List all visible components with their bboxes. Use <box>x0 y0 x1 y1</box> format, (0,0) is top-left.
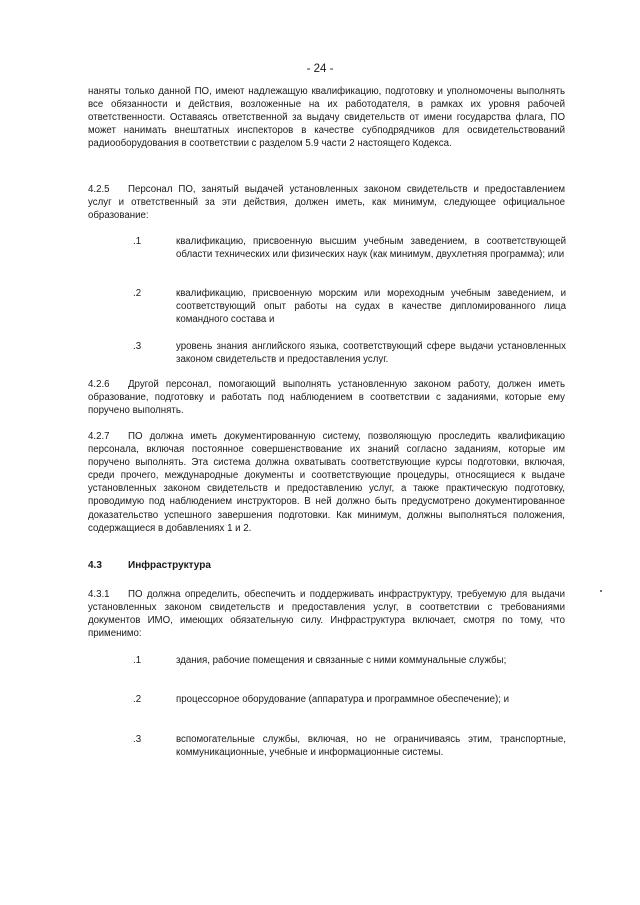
section-number: 4.2.5 <box>88 184 110 195</box>
section-text: Другой персонал, помогающий выполнять установленную законом работу, должен иметь образование, подготовку и работать под наблюдением в соответствии с заданиями, которые ему поручено выполнять. <box>88 379 565 417</box>
list-item-label: .1 <box>133 236 142 247</box>
page-number: - 24 - <box>306 63 334 75</box>
section-4-2-5 <box>88 183 565 222</box>
list-item-label: .3 <box>133 734 142 745</box>
heading-title: Инфраструктура <box>128 560 211 571</box>
section-4-3-1 <box>88 588 565 640</box>
list-item-text: здания, рабочие помещения и связанные с ними коммунальные службы; <box>176 655 507 666</box>
list-item-label: .2 <box>133 288 142 299</box>
section-number: 4.2.6 <box>88 379 110 390</box>
intro-text: наняты только данной ПО, имеют надлежащую квалификацию, подготовку и уполномочены выполнять все обязанности и действия, возложенные на их работодателя, в рамках их уровня рабочей ответственности. Оставаясь ответственной за выдачу свидетельств от имени государства флага, ПО может нанимать внештатных инспекторов в качестве субподрядчиков для освидетельствований радиооборудования в соответствии с разделом 5.9 части 2 настоящего Кодекса. <box>88 86 565 150</box>
scan-speck <box>600 590 602 592</box>
section-number: 4.2.7 <box>88 431 110 442</box>
section-4-2-6 <box>88 378 565 417</box>
list-item-text: квалификацию, присвоенную высшим учебным заведением, в соответствующей области технических или физических наук (как минимум, двухлетняя программа); или <box>176 236 566 261</box>
section-text: ПО должна определить, обеспечить и поддерживать инфраструктуру, требуемую для выдачи установленных законом свидетельств и предоставления услуг, в соответствии с требованиями документов ИМО, имеющих обязательную силу. Инфраструктура включает, смотря по тому, что применимо: <box>88 589 565 640</box>
list-item-text: уровень знания английского языка, соответствующий сфере выдачи установленных законом свидетельств и предоставления услуг. <box>176 341 566 366</box>
intro-paragraph <box>88 85 565 150</box>
list-item-text: квалификацию, присвоенную морским или мореходным учебным заведением, и соответствующий опыт работы на судах в качестве дипломированного лица командного состава и <box>176 288 566 326</box>
section-4-2-7 <box>88 430 565 535</box>
list-item-text: вспомогательные службы, включая, но не ограничиваясь этим, транспортные, коммуникационные, учебные и информационные системы. <box>176 734 566 759</box>
section-text: Персонал ПО, занятый выдачей установленных законом свидетельств и предоставлением услуг и ответственный за эти действия, должен иметь, как минимум, следующее официальное образование: <box>88 184 565 222</box>
list-item-label: .1 <box>133 655 142 666</box>
section-heading-4-3 <box>88 560 211 571</box>
section-text: ПО должна иметь документированную систему, позволяющую проследить квалификацию персонала, включая постоянное совершенствование их знаний согласно заданиям, которые им поручено выполнять. Эта система должна охватывать соответствующие курсы подготовки, включая, среди прочего, международные документы и соответствующие процедуры, относящиеся к выдаче установленных законом свидетельств и предоставлению услуг, а также практическую подготовку, проводимую под наблюдением инструкторов. В ней должно быть предусмотрено документированное доказательство успешного завершения подготовки. Как минимум, должны выполняться положения, содержащиеся в добавлениях 1 и 2. <box>88 431 565 534</box>
list-item-label: .3 <box>133 341 142 352</box>
list-item-text: процессорное оборудование (аппаратура и программное обеспечение); и <box>176 694 510 705</box>
heading-number: 4.3 <box>88 560 102 571</box>
list-item-label: .2 <box>133 694 142 705</box>
section-number: 4.3.1 <box>88 589 110 600</box>
